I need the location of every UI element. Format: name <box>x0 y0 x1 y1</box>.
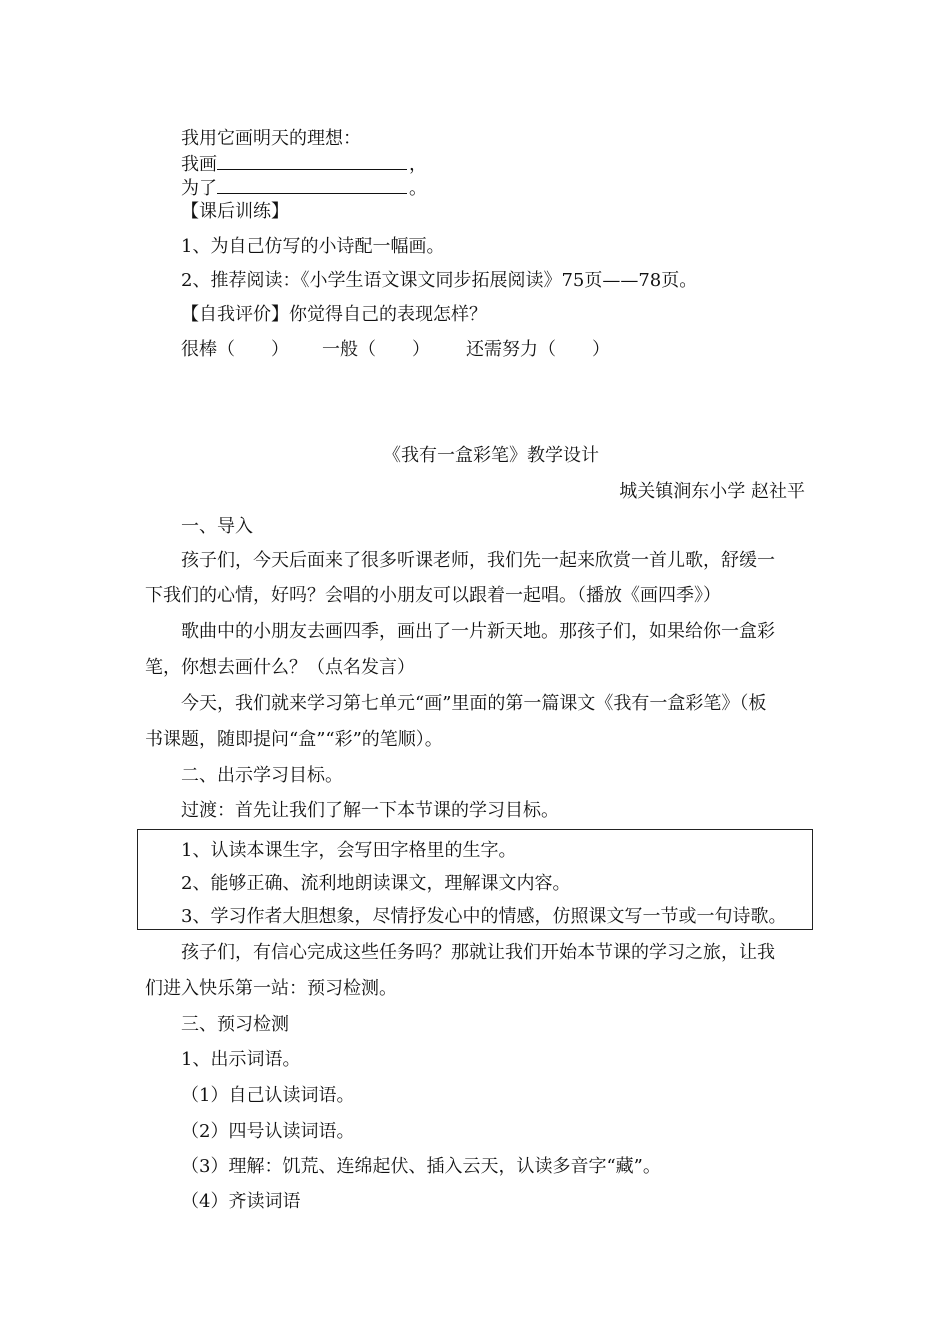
after-class-task-1: 1、为自己仿写的小诗配一幅画。 <box>181 236 445 257</box>
section-1-para-3-line-2: 书课题，随即提问“盒”“彩”的笔顺）。 <box>145 729 443 750</box>
section-2-heading: 二、出示学习目标。 <box>181 765 343 786</box>
section-2-para-line-1: 孩子们，有信心完成这些任务吗？那就让我们开始本节课的学习之旅，让我 <box>181 942 775 963</box>
for-prefix: 为了 <box>181 178 217 199</box>
rating-great: 很棒（ ） <box>181 339 289 360</box>
doc-author: 城关镇涧东小学 赵社平 <box>619 481 805 502</box>
section-1-heading: 一、导入 <box>181 516 253 537</box>
for-fill-line <box>181 175 427 201</box>
section-2-transition: 过渡：首先让我们了解一下本节课的学习目标。 <box>181 800 559 821</box>
rating-ok: 一般（ ） <box>322 339 430 360</box>
step-1: （1）自己认读词语。 <box>181 1085 355 1106</box>
learning-goal-2: 2、能够正确、流利地朗读课文，理解课文内容。 <box>181 873 571 894</box>
after-class-task-2: 2、推荐阅读：《小学生语文课文同步拓展阅读》75页——78页。 <box>181 270 698 291</box>
draw-blank[interactable] <box>217 151 407 170</box>
rating-try: 还需努力（ ） <box>466 339 610 360</box>
section-1-para-1-line-1: 孩子们，今天后面来了很多听课老师，我们先一起来欣赏一首儿歌，舒缓一 <box>181 550 775 571</box>
step-2: （2）四号认读词语。 <box>181 1121 355 1142</box>
section-1-para-1-line-2: 下我们的心情，好吗？会唱的小朋友可以跟着一起唱。（播放《画四季》） <box>145 585 721 606</box>
draw-prefix: 我画 <box>181 154 217 175</box>
section-1-para-2-line-1: 歌曲中的小朋友去画四季，画出了一片新天地。那孩子们，如果给你一盒彩 <box>181 621 775 642</box>
poem-intro-line: 我用它画明天的理想： <box>181 128 361 149</box>
after-class-heading: 【课后训练】 <box>181 201 289 222</box>
section-1-para-2-line-2: 笔，你想去画什么？（点名发言） <box>145 657 415 678</box>
step-3: （3）理解：饥荒、连绵起伏、插入云天，认读多音字“藏”。 <box>181 1156 661 1177</box>
learning-goal-3: 3、学习作者大胆想象，尽情抒发心中的情感，仿照课文写一节或一句诗歌。 <box>181 906 787 927</box>
for-blank[interactable] <box>217 175 407 194</box>
learning-goal-1: 1、认读本课生字，会写田字格里的生字。 <box>181 840 517 861</box>
for-suffix: 。 <box>409 178 427 199</box>
draw-fill-line <box>181 151 427 177</box>
doc-title: 《我有一盒彩笔》教学设计 <box>383 445 599 466</box>
section-2-para-line-2: 们进入快乐第一站：预习检测。 <box>145 978 397 999</box>
section-1-para-3-line-1: 今天，我们就来学习第七单元“画”里面的第一篇课文《我有一盒彩笔》（板 <box>181 693 767 714</box>
self-eval-question: 【自我评价】你觉得自己的表现怎样？ <box>181 304 487 325</box>
draw-suffix: ， <box>409 154 427 175</box>
step-4: （4）齐读词语 <box>181 1191 301 1212</box>
section-3-heading: 三、预习检测 <box>181 1014 289 1035</box>
section-3-sub-1: 1、出示词语。 <box>181 1049 301 1070</box>
